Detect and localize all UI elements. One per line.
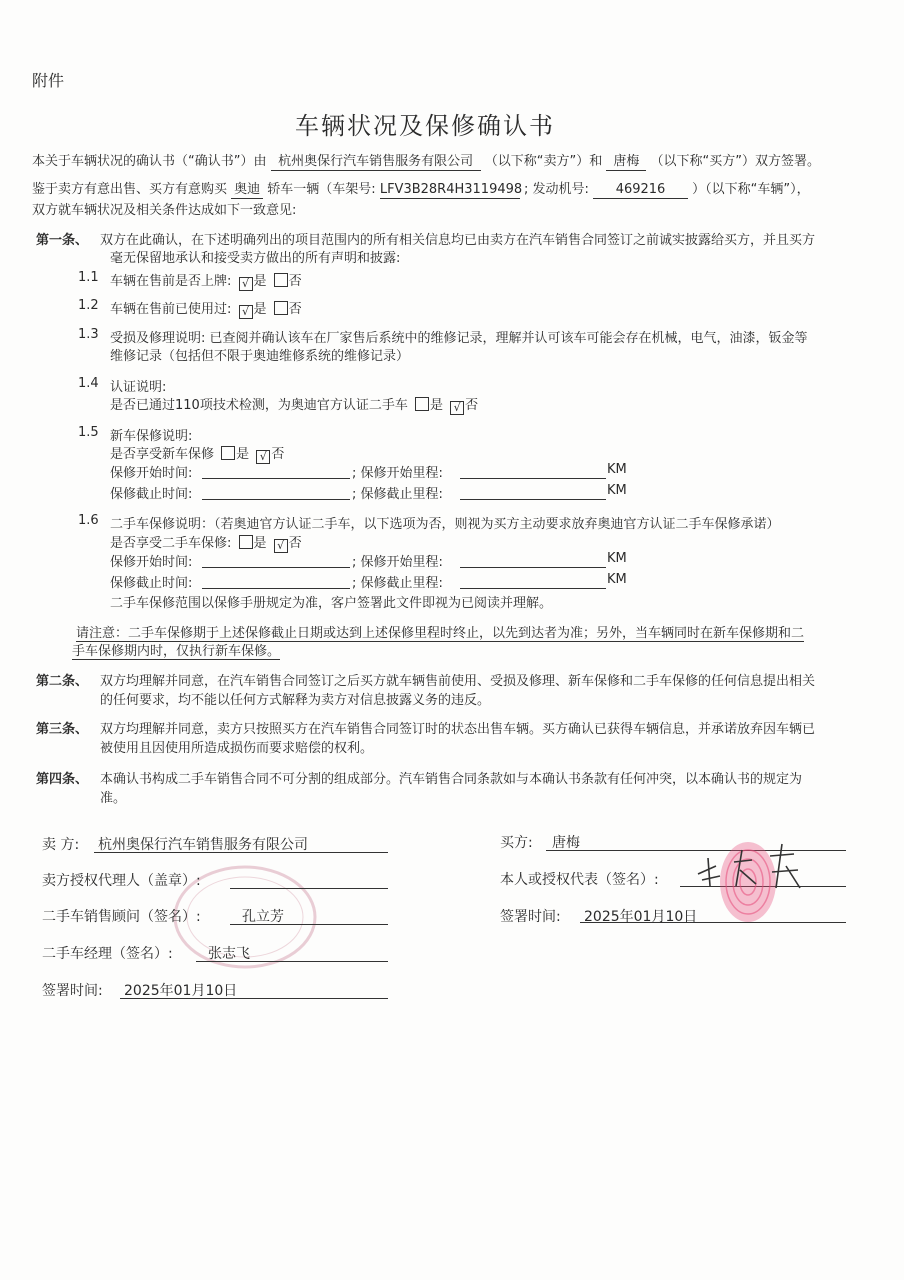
article-3-text: 被使用且因使用所造成损伤而要求赔偿的权利。	[100, 741, 374, 756]
yes-checkbox[interactable]: √	[239, 305, 253, 319]
buyer-sign-date-value: 2025年01月10日	[584, 909, 698, 925]
intro-line-3: 双方就车辆状况及相关条件达成如下一致意见:	[32, 203, 297, 218]
manager-signature-value: 张志飞	[208, 946, 250, 962]
item-1-4	[110, 394, 478, 415]
intro-text: 鉴于卖方有意出售、买方有意购买	[32, 182, 228, 197]
km-unit: KM	[607, 483, 627, 498]
end-km-label: ; 保修截止里程:	[352, 487, 443, 502]
no-label: 否	[288, 536, 302, 551]
item-number: 1.5	[78, 425, 99, 440]
attachment-label: 附件	[32, 71, 65, 90]
end-km-field[interactable]	[460, 588, 606, 589]
start-time-field[interactable]	[202, 478, 350, 479]
no-label: 否	[465, 398, 479, 413]
yes-label: 是	[236, 447, 250, 462]
item-number: 1.4	[78, 376, 99, 391]
advisor-label: 二手车销售顾问（签名）:	[42, 909, 201, 925]
intro-text: 轿车一辆（车架号:	[267, 182, 376, 197]
warranty-scope-text: 二手车保修范围以保修手册规定为准，客户签署此文件即视为已阅读并理解。	[110, 596, 553, 611]
article-2-text: 的任何要求，均不能以任何方式解释为卖方对信息披露义务的违反。	[100, 693, 491, 708]
start-time-field[interactable]	[202, 567, 350, 568]
item-number: 1.6	[78, 513, 99, 528]
article-2-text: 双方均理解并同意，在汽车销售合同签订之后买方就车辆售前使用、受损及修理、新车保修和二手车保修的任何信息提出相关	[100, 674, 816, 689]
buyer-signature-value: 唐梅	[552, 835, 580, 851]
item-number: 1.3	[78, 327, 99, 342]
no-checkbox[interactable]	[274, 301, 288, 315]
item-number: 1.1	[78, 270, 99, 285]
item-number: 1.2	[78, 298, 99, 313]
end-time-field[interactable]	[202, 499, 350, 500]
item-1-5	[110, 443, 284, 464]
km-unit: KM	[607, 551, 627, 566]
article-2-label: 第二条、	[36, 674, 89, 689]
no-label: 否	[271, 447, 285, 462]
item-text: 是否已通过110项技术检测，为奥迪官方认证二手车	[110, 398, 408, 413]
start-km-field[interactable]	[460, 478, 606, 479]
buyer-sign-date-label: 签署时间:	[500, 909, 561, 925]
engine-number-field: 469216	[593, 182, 688, 199]
manager-label: 二手车经理（签名）:	[42, 946, 173, 962]
item-1-4-title: 认证说明:	[110, 380, 167, 395]
no-label: 否	[288, 302, 302, 317]
intro-text: ）（以下称“车辆”），	[692, 182, 810, 197]
yes-label: 是	[253, 274, 267, 289]
item-text: 是否享受新车保修	[110, 447, 215, 462]
article-1-label: 第一条、	[36, 233, 89, 248]
end-km-field[interactable]	[460, 499, 606, 500]
yes-checkbox[interactable]	[239, 535, 253, 549]
start-km-label: ; 保修开始里程:	[352, 555, 443, 570]
no-checkbox[interactable]: √	[450, 401, 464, 415]
notice-text: 手车保修期内时，仅执行新车保修。	[72, 640, 280, 660]
handwritten-signature	[690, 836, 820, 898]
sign-date-value: 2025年01月10日	[124, 983, 238, 999]
agent-label: 卖方授权代理人（盖章）:	[42, 873, 201, 889]
start-time-label: 保修开始时间:	[110, 466, 193, 481]
article-4-label: 第四条、	[36, 772, 89, 787]
seller-name-field: 杭州奥保行汽车销售服务有限公司	[271, 154, 481, 171]
no-label: 否	[288, 274, 302, 289]
agent-signature-field[interactable]	[230, 888, 388, 889]
article-3-text: 双方均理解并同意，卖方只按照买方在汽车销售合同签订时的状态出售车辆。买方确认已获得车辆信息，并承诺放弃因车辆已	[100, 722, 816, 737]
article-1-text: 双方在此确认，在下述明确列出的项目范围内的所有相关信息均已由卖方在汽车销售合同签订之前诚实披露给买方，并且买方	[100, 233, 816, 248]
buyer-label: 买方:	[500, 835, 533, 851]
item-text: 是否享受二手车保修:	[110, 536, 232, 551]
item-1-2	[110, 298, 302, 319]
notice-text: 请注意：二手车保修期于上述保修截止日期或达到上述保修里程时终止，以先到达者为准；另外，当车辆同时在新车保修期和二	[76, 622, 804, 642]
item-1-6	[110, 532, 302, 553]
item-1-3-text: 受损及修理说明: 已查阅并确认该车在厂家售后系统中的维修记录，理解并认可该车可能会存在机械，电气，油漆，钣金等	[110, 331, 808, 346]
advisor-line	[230, 924, 388, 925]
article-1-text: 毫无保留地承认和接受卖方做出的所有声明和披露:	[110, 251, 401, 266]
yes-label: 是	[429, 398, 443, 413]
item-1-1	[110, 270, 302, 291]
km-unit: KM	[607, 462, 627, 477]
start-km-label: ; 保修开始里程:	[352, 466, 443, 481]
seller-label: 卖 方:	[42, 837, 80, 853]
end-time-label: 保修截止时间:	[110, 576, 193, 591]
item-1-6-title: 二手车保修说明：（若奥迪官方认证二手车，以下选项为否，则视为买方主动要求放弃奥迪官方认证二手车保修承诺）	[110, 517, 780, 532]
sign-date-line	[120, 998, 388, 999]
yes-checkbox[interactable]	[415, 397, 429, 411]
page-title: 车辆状况及保修确认书	[295, 112, 555, 140]
start-time-label: 保修开始时间:	[110, 555, 193, 570]
no-checkbox[interactable]: √	[274, 539, 288, 553]
intro-line-2	[32, 178, 810, 199]
intro-text: 本关于车辆状况的确认书（“确认书”）由	[32, 154, 267, 169]
item-1-5-title: 新车保修说明:	[110, 429, 193, 444]
item-text: 车辆在售前是否上牌:	[110, 274, 232, 289]
end-time-label: 保修截止时间:	[110, 487, 193, 502]
buyer-name-field: 唐梅	[606, 154, 646, 171]
rep-label: 本人或授权代表（签名）:	[500, 872, 659, 888]
article-4-text: 准。	[100, 791, 127, 806]
vin-field: LFV3B28R4H3119498	[379, 182, 523, 197]
item-1-3-text: 维修记录（包括但不限于奥迪维修系统的维修记录）	[110, 349, 410, 364]
no-checkbox[interactable]	[274, 273, 288, 287]
km-unit: KM	[607, 572, 627, 587]
article-3-label: 第三条、	[36, 722, 89, 737]
sign-date-label: 签署时间:	[42, 983, 103, 999]
intro-text: （以下称“卖方”）和	[484, 154, 603, 169]
seller-signature-value: 杭州奥保行汽车销售服务有限公司	[98, 837, 308, 853]
seller-line	[94, 852, 388, 853]
start-km-field[interactable]	[460, 567, 606, 568]
advisor-signature-value: 孔立芳	[242, 909, 284, 925]
intro-text: （以下称“买方”）双方签署。	[650, 154, 821, 169]
yes-checkbox[interactable]: √	[239, 277, 253, 291]
item-text: 车辆在售前已使用过:	[110, 302, 232, 317]
intro-text: ; 发动机号:	[523, 182, 589, 197]
yes-checkbox[interactable]	[221, 446, 235, 460]
end-time-field[interactable]	[202, 588, 350, 589]
yes-label: 是	[253, 536, 267, 551]
yes-label: 是	[253, 302, 267, 317]
manager-line	[196, 961, 388, 962]
end-km-label: ; 保修截止里程:	[352, 576, 443, 591]
article-4-text: 本确认书构成二手车销售合同不可分割的组成部分。汽车销售合同条款如与本确认书条款有任何冲突，以本确认书的规定为	[100, 772, 803, 787]
brand-field: 奥迪	[231, 182, 263, 199]
intro-line-1	[32, 150, 820, 171]
no-checkbox[interactable]: √	[256, 450, 270, 464]
buyer-sign-date-line	[580, 922, 846, 923]
